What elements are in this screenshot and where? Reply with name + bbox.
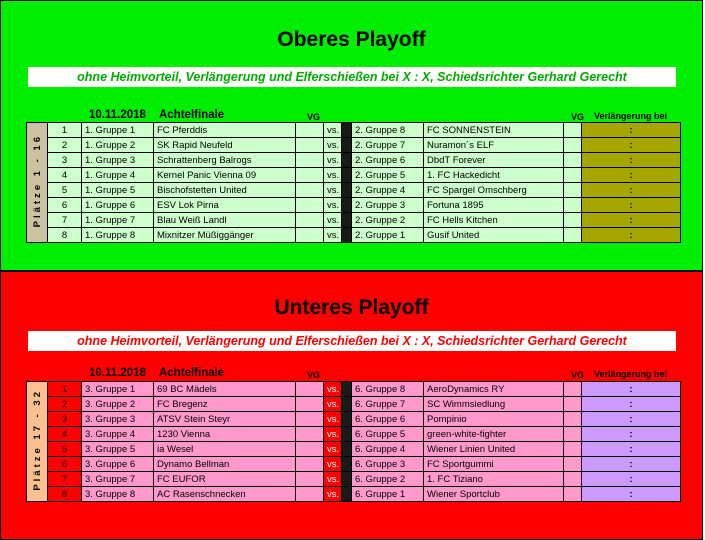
upper-round: Achtelfinale — [159, 109, 225, 121]
home-group: 3. Gruppe 4 — [82, 427, 154, 442]
away-team: FC Sportgummi — [424, 457, 564, 472]
home-team: Kernel Panic Vienna 09 — [154, 168, 296, 183]
away-group: 6. Gruppe 8 — [352, 382, 424, 397]
extra-time-score: : — [582, 168, 681, 183]
match-row — [27, 198, 681, 213]
match-row — [27, 382, 681, 397]
home-vg-cell — [296, 228, 324, 243]
separator-cell — [342, 198, 352, 213]
away-vg-cell — [564, 472, 582, 487]
home-group: 1. Gruppe 7 — [82, 213, 154, 228]
away-group: 6. Gruppe 5 — [352, 427, 424, 442]
home-vg-cell — [296, 412, 324, 427]
away-vg-cell — [564, 442, 582, 457]
away-team: Wiener Sportclub — [424, 487, 564, 502]
home-group: 1. Gruppe 8 — [82, 228, 154, 243]
separator-cell — [342, 138, 352, 153]
away-vg-cell — [564, 382, 582, 397]
separator-cell — [342, 397, 352, 412]
versus-label: vs. — [324, 168, 342, 183]
home-team: FC Pferddis — [154, 123, 296, 138]
upper-match-table — [26, 122, 681, 243]
home-group: 3. Gruppe 3 — [82, 412, 154, 427]
versus-label: vs. — [324, 427, 342, 442]
extra-time-score: : — [582, 382, 681, 397]
lower-vg-left: VG — [307, 370, 321, 380]
home-team: Blau Weiß Landl — [154, 213, 296, 228]
home-group: 1. Gruppe 6 — [82, 198, 154, 213]
home-vg-cell — [296, 487, 324, 502]
match-row — [27, 228, 681, 243]
match-row — [27, 138, 681, 153]
match-number: 5 — [48, 442, 82, 457]
away-group: 2. Gruppe 5 — [352, 168, 424, 183]
home-team: ESV Lok Pirna — [154, 198, 296, 213]
upper-extra-label: Verlängerung bei — [594, 111, 668, 121]
extra-time-score: : — [582, 442, 681, 457]
away-group: 2. Gruppe 4 — [352, 183, 424, 198]
away-vg-cell — [564, 198, 582, 213]
away-group: 6. Gruppe 6 — [352, 412, 424, 427]
match-row — [27, 183, 681, 198]
away-vg-cell — [564, 397, 582, 412]
placement-label-text: Plätze 1 - 16 — [31, 134, 43, 228]
separator-cell — [342, 487, 352, 502]
home-group: 1. Gruppe 4 — [82, 168, 154, 183]
match-row — [27, 153, 681, 168]
match-row — [27, 397, 681, 412]
home-vg-cell — [296, 168, 324, 183]
versus-label: vs. — [324, 472, 342, 487]
home-team: ATSV Stein Steyr — [154, 412, 296, 427]
versus-label: vs. — [324, 442, 342, 457]
lower-match-table — [26, 381, 681, 502]
match-number: 4 — [48, 168, 82, 183]
extra-time-score: : — [582, 457, 681, 472]
placement-label-text: Plätze 17 - 32 — [31, 389, 43, 491]
home-vg-cell — [296, 123, 324, 138]
versus-label: vs. — [324, 382, 342, 397]
away-vg-cell — [564, 427, 582, 442]
match-row — [27, 123, 681, 138]
home-vg-cell — [296, 183, 324, 198]
away-vg-cell — [564, 123, 582, 138]
away-team: FC SONNENSTEIN — [424, 123, 564, 138]
match-row — [27, 213, 681, 228]
away-team: FC Hells Kitchen — [424, 213, 564, 228]
away-team: DbdT Forever — [424, 153, 564, 168]
match-number: 7 — [48, 472, 82, 487]
away-group: 2. Gruppe 2 — [352, 213, 424, 228]
match-number: 1 — [48, 382, 82, 397]
extra-time-score: : — [582, 228, 681, 243]
home-team: FC Bregenz — [154, 397, 296, 412]
home-vg-cell — [296, 138, 324, 153]
home-group: 3. Gruppe 6 — [82, 457, 154, 472]
separator-cell — [342, 427, 352, 442]
home-group: 3. Gruppe 7 — [82, 472, 154, 487]
match-number: 6 — [48, 457, 82, 472]
versus-label: vs. — [324, 397, 342, 412]
away-team: Nuramon´s ELF — [424, 138, 564, 153]
versus-label: vs. — [324, 213, 342, 228]
lower-vg-right: VG — [571, 370, 585, 380]
away-group: 2. Gruppe 7 — [352, 138, 424, 153]
away-vg-cell — [564, 213, 582, 228]
match-number: 7 — [48, 213, 82, 228]
home-vg-cell — [296, 472, 324, 487]
home-vg-cell — [296, 382, 324, 397]
away-group: 2. Gruppe 6 — [352, 153, 424, 168]
separator-cell — [342, 442, 352, 457]
away-group: 2. Gruppe 3 — [352, 198, 424, 213]
separator-cell — [342, 472, 352, 487]
upper-date: 10.11.2018 — [89, 109, 146, 121]
lower-playoff-section — [0, 271, 703, 540]
home-group: 3. Gruppe 1 — [82, 382, 154, 397]
match-row — [27, 427, 681, 442]
separator-cell — [342, 168, 352, 183]
home-team: FC EUFOR — [154, 472, 296, 487]
match-number: 3 — [48, 412, 82, 427]
separator-cell — [342, 228, 352, 243]
lower-extra-label: Verlängerung bei — [594, 369, 668, 379]
extra-time-score: : — [582, 183, 681, 198]
versus-label: vs. — [324, 183, 342, 198]
versus-label: vs. — [324, 153, 342, 168]
home-team: Schrattenberg Balrogs — [154, 153, 296, 168]
home-group: 1. Gruppe 5 — [82, 183, 154, 198]
away-team: Fortuna 1895 — [424, 198, 564, 213]
away-vg-cell — [564, 412, 582, 427]
extra-time-score: : — [582, 397, 681, 412]
home-group: 3. Gruppe 2 — [82, 397, 154, 412]
home-team: AC Rasenschnecken — [154, 487, 296, 502]
away-vg-cell — [564, 153, 582, 168]
match-number: 2 — [48, 138, 82, 153]
match-number: 1 — [48, 123, 82, 138]
placement-side-label — [27, 123, 48, 243]
home-team: SK Rapid Neufeld — [154, 138, 296, 153]
lower-title: Unteres Playoff — [274, 296, 429, 319]
home-team: 1230 Vienna — [154, 427, 296, 442]
lower-round: Achtelfinale — [159, 367, 225, 379]
home-group: 1. Gruppe 1 — [82, 123, 154, 138]
match-row — [27, 472, 681, 487]
versus-label: vs. — [324, 487, 342, 502]
match-row — [27, 457, 681, 472]
away-vg-cell — [564, 183, 582, 198]
extra-time-score: : — [582, 198, 681, 213]
extra-time-score: : — [582, 123, 681, 138]
away-vg-cell — [564, 168, 582, 183]
home-team: Dynamo Bellman — [154, 457, 296, 472]
away-team: green-white-fighter — [424, 427, 564, 442]
upper-vg-right: VG — [571, 112, 585, 122]
home-group: 3. Gruppe 5 — [82, 442, 154, 457]
home-vg-cell — [296, 397, 324, 412]
separator-cell — [342, 123, 352, 138]
match-number: 2 — [48, 397, 82, 412]
placement-side-label — [27, 382, 48, 502]
match-number: 4 — [48, 427, 82, 442]
away-group: 2. Gruppe 8 — [352, 123, 424, 138]
upper-title: Oberes Playoff — [277, 28, 426, 51]
away-group: 2. Gruppe 1 — [352, 228, 424, 243]
away-team: Wiener Linien United — [424, 442, 564, 457]
home-vg-cell — [296, 427, 324, 442]
separator-cell — [342, 457, 352, 472]
away-group: 6. Gruppe 2 — [352, 472, 424, 487]
home-vg-cell — [296, 198, 324, 213]
versus-label: vs. — [324, 457, 342, 472]
separator-cell — [342, 153, 352, 168]
home-group: 1. Gruppe 3 — [82, 153, 154, 168]
match-number: 8 — [48, 487, 82, 502]
extra-time-score: : — [582, 427, 681, 442]
match-number: 5 — [48, 183, 82, 198]
extra-time-score: : — [582, 138, 681, 153]
home-team: Bischofstetten United — [154, 183, 296, 198]
home-vg-cell — [296, 457, 324, 472]
away-team: 1. FC Hackedicht — [424, 168, 564, 183]
away-group: 6. Gruppe 4 — [352, 442, 424, 457]
away-team: 1. FC Tiziano — [424, 472, 564, 487]
extra-time-score: : — [582, 153, 681, 168]
separator-cell — [342, 412, 352, 427]
versus-label: vs. — [324, 198, 342, 213]
upper-vg-left: VG — [307, 112, 321, 122]
home-vg-cell — [296, 213, 324, 228]
match-row — [27, 487, 681, 502]
home-group: 1. Gruppe 2 — [82, 138, 154, 153]
away-team: Gusif United — [424, 228, 564, 243]
match-row — [27, 168, 681, 183]
home-vg-cell — [296, 153, 324, 168]
home-team: ia Wesel — [154, 442, 296, 457]
versus-label: vs. — [324, 412, 342, 427]
home-group: 3. Gruppe 8 — [82, 487, 154, 502]
upper-subtitle: ohne Heimvorteil, Verlängerung und Elferschießen bei X : X, Schiedsrichter Gerhard Gerecht — [28, 67, 676, 87]
home-vg-cell — [296, 442, 324, 457]
away-team: SC Wimmsiedlung — [424, 397, 564, 412]
match-number: 8 — [48, 228, 82, 243]
extra-time-score: : — [582, 213, 681, 228]
lower-date: 10.11.2018 — [89, 367, 146, 379]
separator-cell — [342, 382, 352, 397]
match-number: 3 — [48, 153, 82, 168]
away-vg-cell — [564, 457, 582, 472]
lower-subtitle: ohne Heimvorteil, Verlängerung und Elferschießen bei X : X, Schiedsrichter Gerhard Gerecht — [28, 331, 676, 351]
match-row — [27, 412, 681, 427]
home-team: Mixnitzer Müßiggänger — [154, 228, 296, 243]
home-team: 69 BC Mädels — [154, 382, 296, 397]
match-number: 6 — [48, 198, 82, 213]
away-group: 6. Gruppe 3 — [352, 457, 424, 472]
away-vg-cell — [564, 228, 582, 243]
extra-time-score: : — [582, 472, 681, 487]
away-group: 6. Gruppe 7 — [352, 397, 424, 412]
separator-cell — [342, 213, 352, 228]
away-vg-cell — [564, 138, 582, 153]
away-team: Pompinio — [424, 412, 564, 427]
versus-label: vs. — [324, 228, 342, 243]
separator-cell — [342, 183, 352, 198]
extra-time-score: : — [582, 412, 681, 427]
away-team: FC Spargel Omschberg — [424, 183, 564, 198]
extra-time-score: : — [582, 487, 681, 502]
away-vg-cell — [564, 487, 582, 502]
versus-label: vs. — [324, 123, 342, 138]
away-team: AeroDynamics RY — [424, 382, 564, 397]
match-row — [27, 442, 681, 457]
away-group: 6. Gruppe 1 — [352, 487, 424, 502]
versus-label: vs. — [324, 138, 342, 153]
